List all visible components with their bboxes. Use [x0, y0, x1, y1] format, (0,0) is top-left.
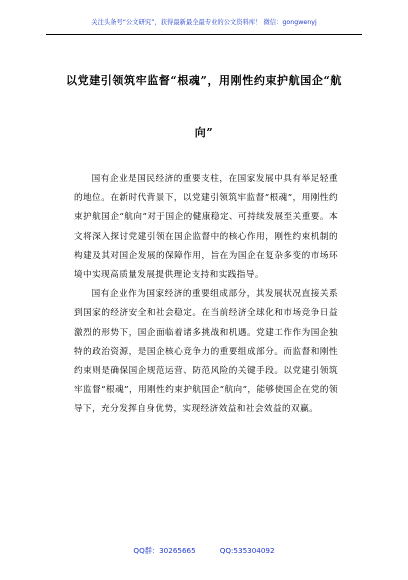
header-promo-text: 关注头条号“公文研究”，获得最新最全最专业的公文资料库！ 微信：gongwenyj: [91, 19, 317, 26]
footer-qq-group: QQ群：30265665: [133, 546, 196, 555]
body-paragraph-1: 国有企业是国民经济的重要支柱，在国家发展中具有举足轻重的地位。在新时代背景下，以党建引领筑牢监督“根魂”，用刚性约束护航国企“航向”对于国企的健康稳定、可持续发展至关重要。本文将深入探讨党建引领在国企监督中的核心作用，刚性约束机制的构建及其对国企发展的保障作用，旨在为国企在复杂多变的市场环境中实现高质量发展提供理论支持和实践指导。: [74, 174, 338, 281]
page-footer: [0, 546, 408, 556]
body-paragraph-2: 国有企业作为国家经济的重要组成部分，其发展状况直接关系到国家的经济安全和社会稳定。在当前经济全球化和市场竞争日益激烈的形势下，国企面临着诸多挑战和机遇。党建工作作为国企独特的政治资源，是国企核心竞争力的重要组成部分。而监督和刚性约束则是确保国企规范运营、防范风险的关键手段。以党建引领筑牢监督“根魂”，用刚性约束护航国企“航向”，能够使国企在党的领导下，充分发挥自身优势，实现经济效益和社会效益的双赢。: [74, 289, 338, 415]
document-title-line-1: 以党建引领筑牢监督“根魂”，用刚性约束护航国企“航: [66, 74, 342, 87]
document-title-line-2: 向”: [194, 126, 214, 139]
page-header: [46, 14, 362, 35]
document-body: [74, 170, 338, 420]
footer-qq-contact: QQ:535304092: [219, 546, 275, 555]
